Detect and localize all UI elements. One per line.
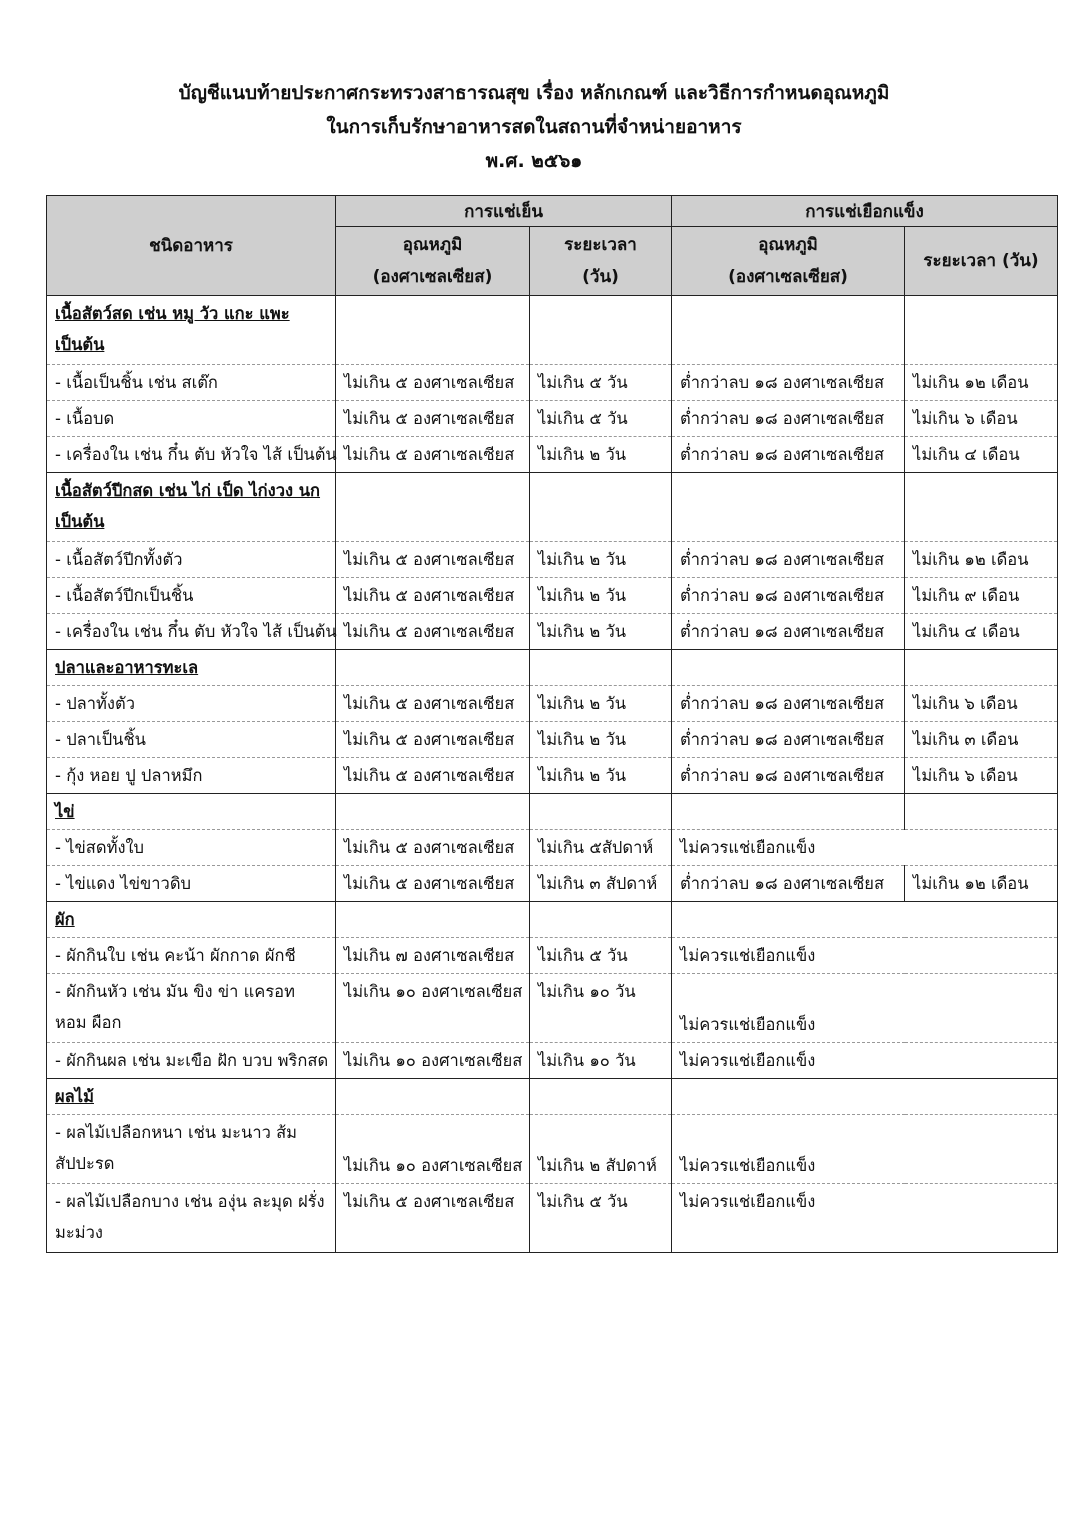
food-name: - เนื้อสัตว์ปีกเป็นชิ้น: [47, 578, 336, 614]
table-row: [47, 974, 1058, 1043]
freeze-note: ไม่ควรแช่เยือกแข็ง: [672, 938, 1058, 974]
freeze-temp: ต่ำกว่าลบ ๑๘ องศาเซลเซียส: [672, 401, 905, 437]
category-row: [47, 296, 1058, 365]
chill-time: ไม่เกิน ๒ วัน: [530, 437, 672, 473]
chill-temp: ไม่เกิน ๕ องศาเซลเซียส: [336, 866, 530, 902]
table-row: [47, 578, 1058, 614]
freeze-temp: ต่ำกว่าลบ ๑๘ องศาเซลเซียส: [672, 866, 905, 902]
chill-time: ไม่เกิน ๕ วัน: [530, 1184, 672, 1253]
food-name: - กุ้ง หอย ปู ปลาหมึก: [47, 758, 336, 794]
food-name: - ผักกินผล เช่น มะเขือ ฝัก บวบ พริกสด: [47, 1043, 336, 1079]
table-row: [47, 866, 1058, 902]
freeze-time: ไม่เกิน ๓ เดือน: [905, 722, 1058, 758]
chill-temp: ไม่เกิน ๕ องศาเซลเซียส: [336, 758, 530, 794]
freeze-temp: ต่ำกว่าลบ ๑๘ องศาเซลเซียส: [672, 578, 905, 614]
chill-time: ไม่เกิน ๒ วัน: [530, 722, 672, 758]
food-name: - ปลาทั้งตัว: [47, 686, 336, 722]
chill-temp: ไม่เกิน ๑๐ องศาเซลเซียส: [336, 974, 530, 1043]
chill-temp: ไม่เกิน ๑๐ องศาเซลเซียส: [336, 1115, 530, 1184]
freeze-time: ไม่เกิน ๖ เดือน: [905, 401, 1058, 437]
chill-temp: ไม่เกิน ๕ องศาเซลเซียส: [336, 401, 530, 437]
chill-time: ไม่เกิน ๒ วัน: [530, 542, 672, 578]
col-chill-time: ระยะเวลา (วัน): [530, 227, 672, 296]
chill-temp: ไม่เกิน ๕ องศาเซลเซียส: [336, 437, 530, 473]
chill-time: ไม่เกิน ๑๐ วัน: [530, 1043, 672, 1079]
food-name: - เนื้อบด: [47, 401, 336, 437]
freeze-temp: ต่ำกว่าลบ ๑๘ องศาเซลเซียส: [672, 686, 905, 722]
freeze-note: ไม่ควรแช่เยือกแข็ง: [672, 1184, 1058, 1253]
table-row: [47, 401, 1058, 437]
freeze-note: ไม่ควรแช่เยือกแข็ง: [672, 974, 1058, 1043]
chill-temp: ไม่เกิน ๗ องศาเซลเซียส: [336, 938, 530, 974]
food-name: - ไข่แดง ไข่ขาวดิบ: [47, 866, 336, 902]
chill-time: ไม่เกิน ๒ วัน: [530, 686, 672, 722]
header-year: พ.ศ. ๒๕๖๑: [485, 150, 583, 172]
chill-time: ไม่เกิน ๕ วัน: [530, 401, 672, 437]
freeze-time: ไม่เกิน ๑๒ เดือน: [905, 542, 1058, 578]
header-line-2: ในการเก็บรักษาอาหารสดในสถานที่จำหน่ายอาหาร: [326, 116, 742, 138]
chill-temp: ไม่เกิน ๕ องศาเซลเซียส: [336, 1184, 530, 1253]
food-name: - เครื่องใน เช่น กึ๋น ตับ หัวใจ ไส้ เป็นต้น: [47, 614, 336, 650]
table-row: [47, 830, 1058, 866]
category-label: ผัก: [47, 902, 336, 938]
food-name: - ปลาเป็นชิ้น: [47, 722, 336, 758]
table-row: [47, 542, 1058, 578]
header-line-1: บัญชีแนบท้ายประกาศกระทรวงสาธารณสุข เรื่อง หลักเกณฑ์ และวิธีการกำหนดอุณหภูมิ: [178, 82, 890, 104]
chill-temp: ไม่เกิน ๕ องศาเซลเซียส: [336, 365, 530, 401]
category-row: [47, 473, 1058, 542]
food-name: - ผักกินหัว เช่น มัน ขิง ข่า แครอท หอม ผือก: [47, 974, 336, 1043]
category-row: [47, 794, 1058, 830]
category-label: ปลาและอาหารทะเล: [47, 650, 336, 686]
table-row: [47, 758, 1058, 794]
food-storage-table: [46, 195, 1058, 1253]
chill-temp: ไม่เกิน ๕ องศาเซลเซียส: [336, 830, 530, 866]
freeze-temp: ต่ำกว่าลบ ๑๘ องศาเซลเซียส: [672, 758, 905, 794]
group-chill: การแช่เย็น: [336, 196, 672, 227]
chill-temp: ไม่เกิน ๕ องศาเซลเซียส: [336, 578, 530, 614]
chill-time: ไม่เกิน ๕สัปดาห์: [530, 830, 672, 866]
category-label: เนื้อสัตว์สด เช่น หมู วัว แกะ แพะ เป็นต้น: [47, 296, 336, 365]
chill-time: ไม่เกิน ๕ วัน: [530, 938, 672, 974]
freeze-time: ไม่เกิน ๖ เดือน: [905, 686, 1058, 722]
chill-time: ไม่เกิน ๕ วัน: [530, 365, 672, 401]
freeze-temp: ต่ำกว่าลบ ๑๘ องศาเซลเซียส: [672, 437, 905, 473]
table-row: [47, 686, 1058, 722]
col-food-type: ชนิดอาหาร: [47, 196, 336, 296]
table-row: [47, 365, 1058, 401]
table-row: [47, 614, 1058, 650]
freeze-time: ไม่เกิน ๔ เดือน: [905, 614, 1058, 650]
chill-temp: ไม่เกิน ๕ องศาเซลเซียส: [336, 722, 530, 758]
food-name: - เนื้อสัตว์ปีกทั้งตัว: [47, 542, 336, 578]
category-row: [47, 902, 1058, 938]
freeze-temp: ต่ำกว่าลบ ๑๘ องศาเซลเซียส: [672, 614, 905, 650]
freeze-note: ไม่ควรแช่เยือกแข็ง: [672, 1043, 1058, 1079]
category-label: ไข่: [47, 794, 336, 830]
chill-temp: ไม่เกิน ๑๐ องศาเซลเซียส: [336, 1043, 530, 1079]
chill-time: ไม่เกิน ๓ สัปดาห์: [530, 866, 672, 902]
food-name: - ผลไม้เปลือกบาง เช่น องุ่น ละมุด ฝรั่ง มะม่วง: [47, 1184, 336, 1253]
freeze-note: ไม่ควรแช่เยือกแข็ง: [672, 830, 1058, 866]
chill-time: ไม่เกิน ๒ วัน: [530, 614, 672, 650]
col-freeze-temp: อุณหภูมิ (องศาเซลเซียส): [672, 227, 905, 296]
chill-temp: ไม่เกิน ๕ องศาเซลเซียส: [336, 542, 530, 578]
freeze-time: ไม่เกิน ๔ เดือน: [905, 437, 1058, 473]
food-name: - ผักกินใบ เช่น คะน้า ผักกาด ผักชี: [47, 938, 336, 974]
freeze-time: ไม่เกิน ๙ เดือน: [905, 578, 1058, 614]
table-row: [47, 437, 1058, 473]
chill-time: ไม่เกิน ๒ วัน: [530, 578, 672, 614]
category-label: ผลไม้: [47, 1079, 336, 1115]
freeze-temp: ต่ำกว่าลบ ๑๘ องศาเซลเซียส: [672, 542, 905, 578]
freeze-time: ไม่เกิน ๑๒ เดือน: [905, 866, 1058, 902]
table-row: [47, 1043, 1058, 1079]
table-row: [47, 1115, 1058, 1184]
table-row: [47, 1184, 1058, 1253]
freeze-temp: ต่ำกว่าลบ ๑๘ องศาเซลเซียส: [672, 365, 905, 401]
table-row: [47, 938, 1058, 974]
freeze-note: ไม่ควรแช่เยือกแข็ง: [672, 1115, 1058, 1184]
col-chill-temp: อุณหภูมิ (องศาเซลเซียส): [336, 227, 530, 296]
col-freeze-time: ระยะเวลา (วัน): [905, 227, 1058, 296]
table-row: [47, 722, 1058, 758]
food-name: - เครื่องใน เช่น กึ๋น ตับ หัวใจ ไส้ เป็นต้น: [47, 437, 336, 473]
group-freeze: การแช่เยือกแข็ง: [672, 196, 1058, 227]
food-name: - ผลไม้เปลือกหนา เช่น มะนาว ส้ม สัปปะรด: [47, 1115, 336, 1184]
chill-time: ไม่เกิน ๒ วัน: [530, 758, 672, 794]
food-name: - ไข่สดทั้งใบ: [47, 830, 336, 866]
freeze-temp: ต่ำกว่าลบ ๑๘ องศาเซลเซียส: [672, 722, 905, 758]
chill-temp: ไม่เกิน ๕ องศาเซลเซียส: [336, 686, 530, 722]
freeze-time: ไม่เกิน ๖ เดือน: [905, 758, 1058, 794]
freeze-time: ไม่เกิน ๑๒ เดือน: [905, 365, 1058, 401]
document-header: [0, 76, 1068, 178]
category-row: [47, 1079, 1058, 1115]
category-row: [47, 650, 1058, 686]
chill-temp: ไม่เกิน ๕ องศาเซลเซียส: [336, 614, 530, 650]
chill-time: ไม่เกิน ๒ สัปดาห์: [530, 1115, 672, 1184]
category-label: เนื้อสัตว์ปีกสด เช่น ไก่ เป็ด ไก่งวง นก เป็นต้น: [47, 473, 336, 542]
food-name: - เนื้อเป็นชิ้น เช่น สเต๊ก: [47, 365, 336, 401]
chill-time: ไม่เกิน ๑๐ วัน: [530, 974, 672, 1043]
